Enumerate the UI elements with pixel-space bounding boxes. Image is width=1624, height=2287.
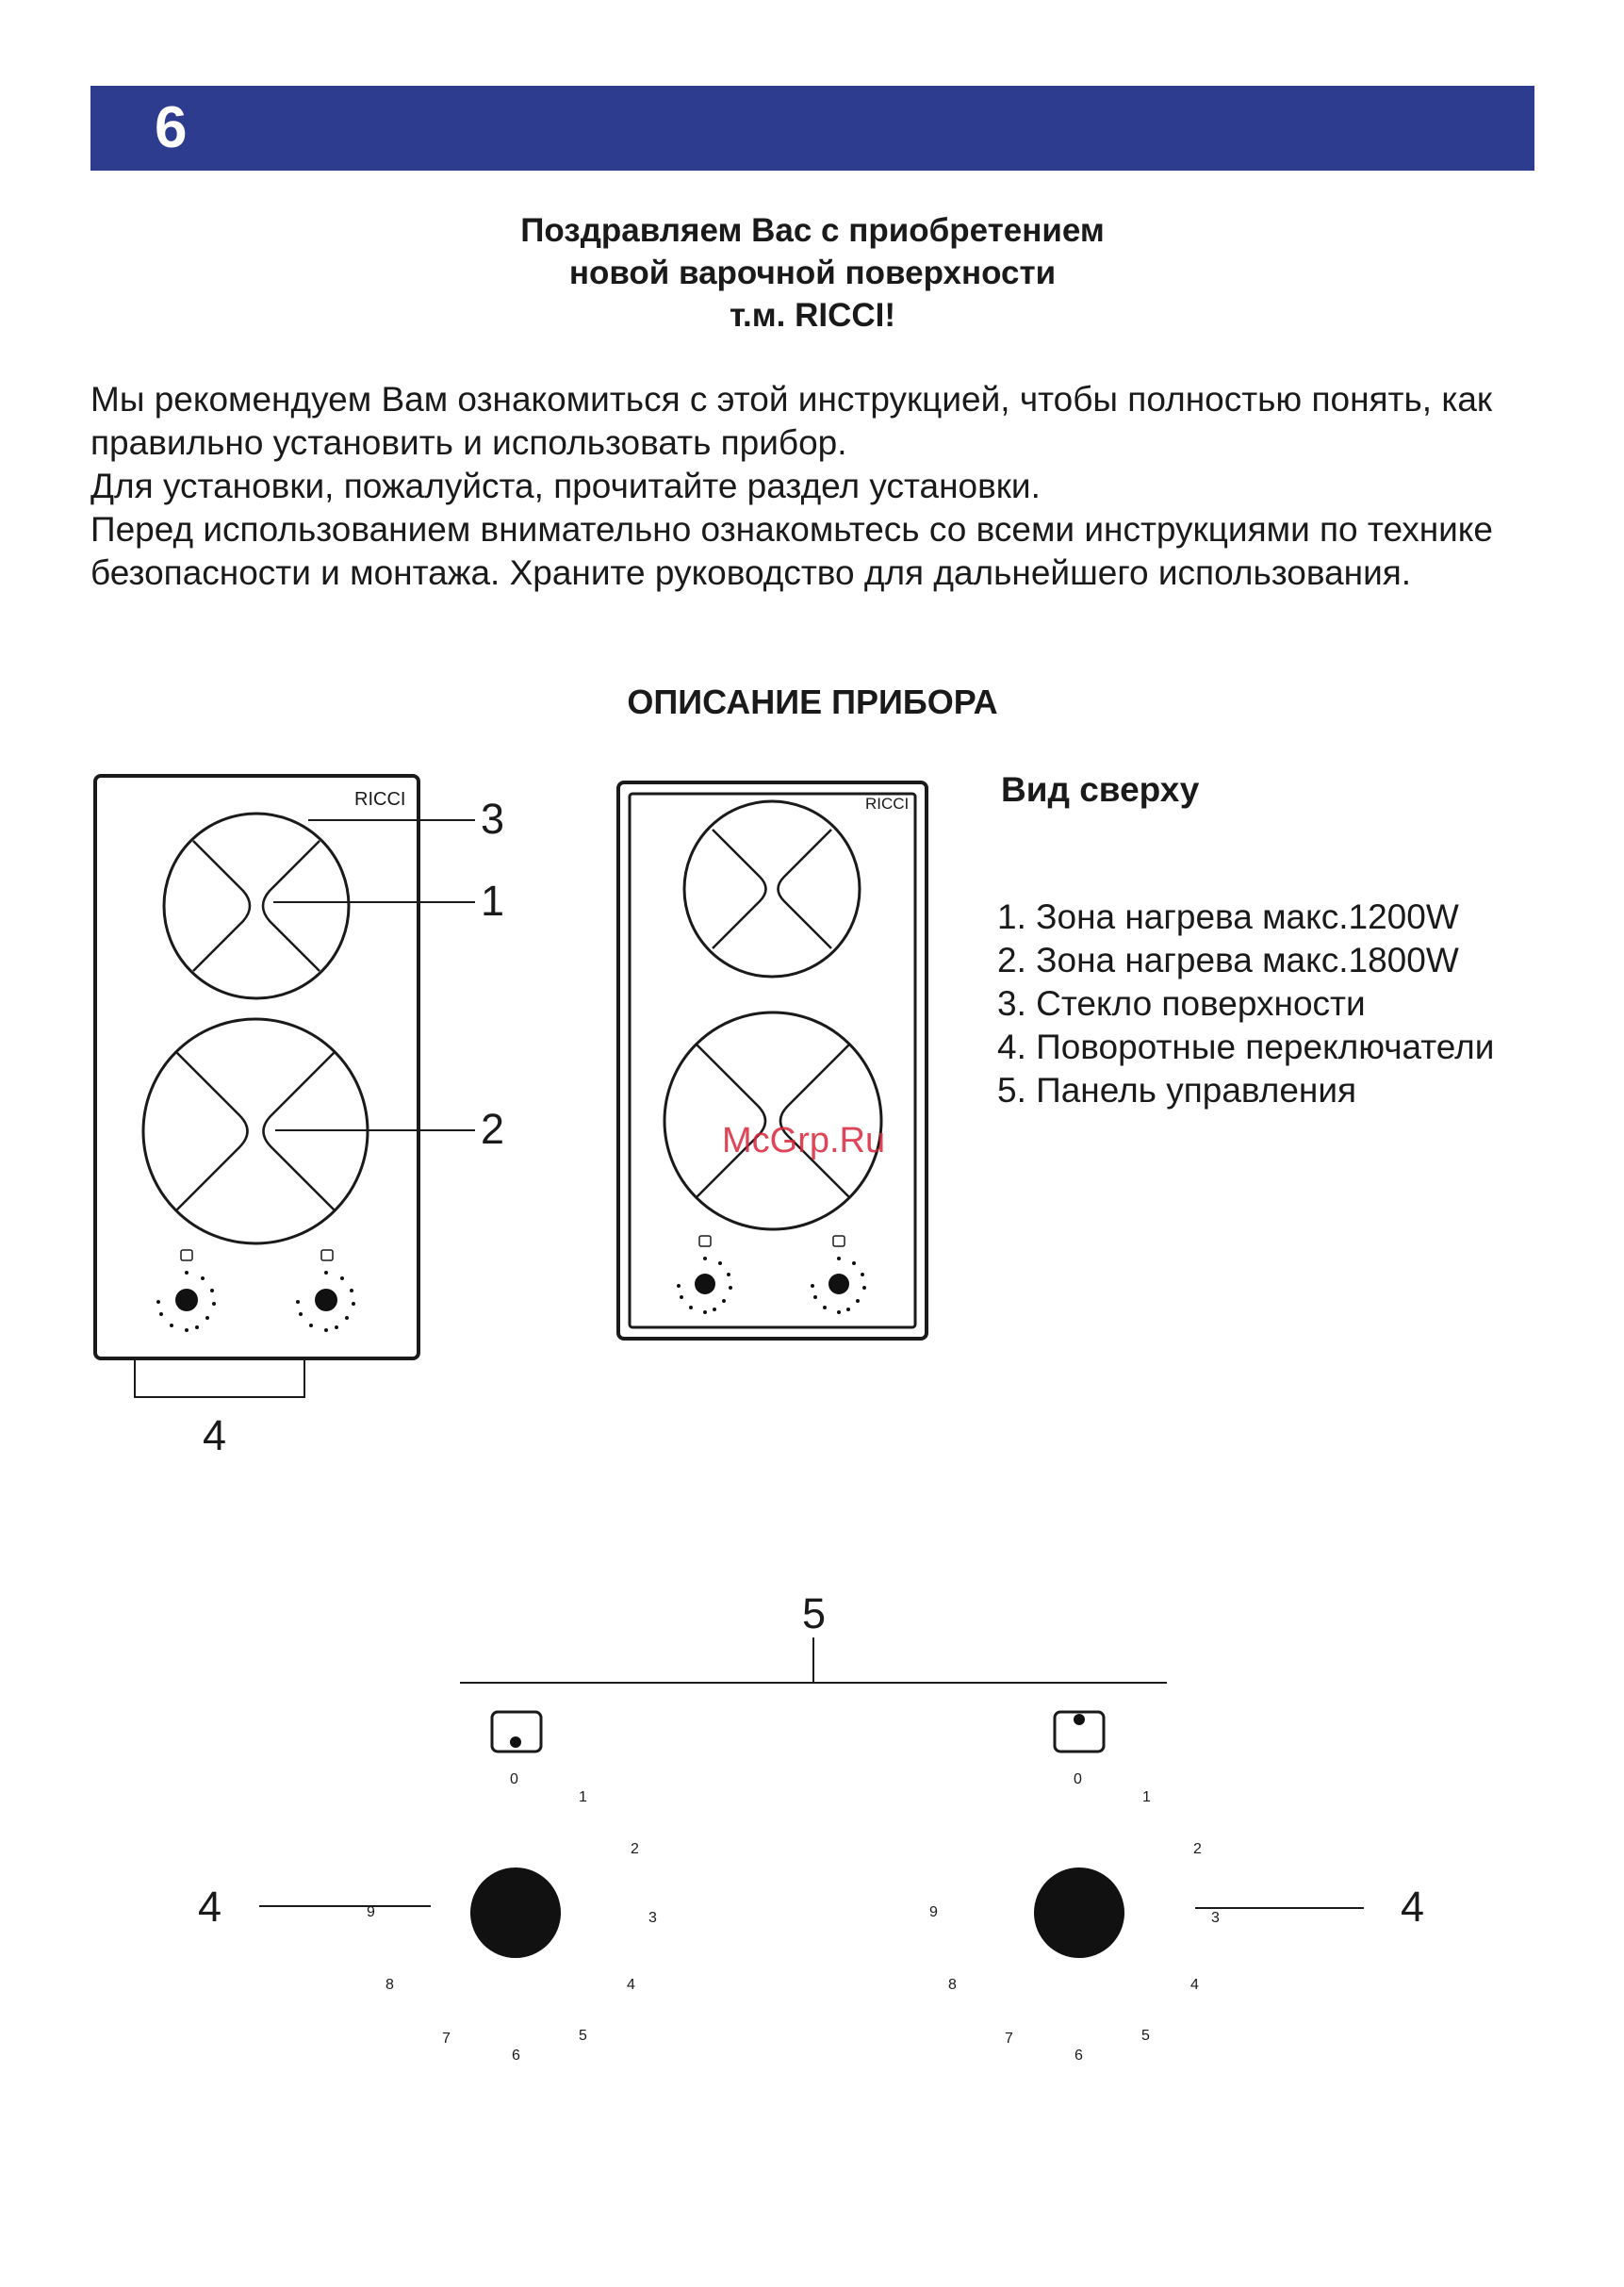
- dial-number: 8: [385, 1977, 394, 1993]
- zone-pattern: [779, 830, 832, 948]
- frame-outer: [618, 782, 927, 1339]
- zone-indicator-icon: [699, 1236, 711, 1246]
- legend-item: 5. Панель управления: [997, 1071, 1357, 1110]
- small-heating-zone: [164, 814, 349, 998]
- legend-item: 3. Стекло поверхности: [997, 984, 1366, 1023]
- callout-zone-1: 1: [481, 877, 505, 925]
- dial-number: 3: [1211, 1910, 1220, 1926]
- callout-knob-right: 4: [1401, 1883, 1425, 1931]
- zone-indicator-icon: [833, 1236, 845, 1246]
- knob-left: [175, 1289, 198, 1311]
- control-panel-detail: [259, 1637, 1364, 1958]
- callout-glass: 3: [481, 795, 505, 843]
- zone-indicator-icon: [181, 1250, 192, 1260]
- dial-number: 7: [442, 2031, 451, 2047]
- zone-pattern: [713, 830, 766, 948]
- dial-number: 9: [929, 1904, 938, 1920]
- legend-item: 2. Зона нагрева макс.1800W: [997, 941, 1459, 979]
- callout-zone-2: 2: [481, 1105, 505, 1153]
- dial-number: 7: [1005, 2031, 1013, 2047]
- view-title: Вид сверху: [1001, 770, 1200, 809]
- frame-inner: [630, 794, 915, 1327]
- zone-indicator-icon: [321, 1250, 333, 1260]
- dial-number: 0: [510, 1771, 518, 1787]
- dial-number: 6: [512, 2048, 520, 2064]
- intro-paragraph-2: Для установки, пожалуйста, прочитайте раздел установки.: [90, 467, 1041, 505]
- greeting-line-2: новой варочной поверхности: [568, 255, 1057, 291]
- small-heating-zone: [684, 801, 860, 977]
- greeting-line-1: Поздравляем Вас с приобретением: [520, 212, 1105, 249]
- intro-paragraph-1: Мы рекомендуем Вам ознакомиться с этой инструкцией, чтобы полностью понять, как правильно установить и использовать прибор.: [90, 380, 1493, 462]
- legend-item: 4. Поворотные переключатели: [997, 1028, 1495, 1066]
- dial-number: 2: [1193, 1841, 1202, 1857]
- indicator-dot: [510, 1736, 521, 1748]
- legend-item: 1. Зона нагрева макс.1200W: [997, 897, 1459, 936]
- dial-number: 2: [631, 1841, 639, 1857]
- page-number: 6: [155, 95, 188, 160]
- dial-number: 5: [1141, 2028, 1150, 2044]
- greeting-line-3: т.м. RICCI!: [729, 297, 896, 334]
- dial-number: 1: [579, 1789, 587, 1805]
- knob-right: [315, 1289, 337, 1311]
- rotary-knob-right: [1034, 1867, 1124, 1958]
- zone-pattern: [176, 1052, 248, 1210]
- dial-number: 3: [648, 1910, 657, 1926]
- dial-number: 5: [579, 2028, 587, 2044]
- indicator-dot: [1074, 1714, 1085, 1725]
- brand-logo: RICCI: [865, 795, 910, 813]
- brand-logo: RICCI: [354, 789, 406, 810]
- callout-knob-left: 4: [198, 1883, 222, 1931]
- zone-pattern: [193, 841, 250, 971]
- control-box-outline: [135, 1358, 304, 1397]
- hob-framed-view: [618, 782, 927, 1339]
- dial-number: 6: [1074, 2048, 1083, 2064]
- dial-number: 4: [627, 1977, 635, 1993]
- dial-number: 0: [1074, 1771, 1082, 1787]
- intro-paragraph-3: Перед использованием внимательно ознакомьтесь со всеми инструкциями по технике безопасности и монтажа. Храните руководство для дальнейшего использования.: [90, 510, 1493, 592]
- knob-left: [695, 1274, 715, 1294]
- dial-number: 1: [1142, 1789, 1151, 1805]
- callout-knobs: 4: [203, 1411, 227, 1459]
- dial-number: 4: [1190, 1977, 1199, 1993]
- dial-number: 8: [948, 1977, 957, 1993]
- zone-pattern: [263, 841, 320, 971]
- knob-right: [828, 1274, 849, 1294]
- rotary-knob-left: [470, 1867, 561, 1958]
- glass-panel-outline: [95, 776, 418, 1358]
- watermark-text: McGrp.Ru: [722, 1121, 886, 1160]
- hob-front-view: [95, 776, 475, 1397]
- section-title: ОПИСАНИЕ ПРИБОРА: [627, 683, 998, 721]
- callout-panel: 5: [802, 1589, 827, 1637]
- dial-number: 9: [367, 1904, 375, 1920]
